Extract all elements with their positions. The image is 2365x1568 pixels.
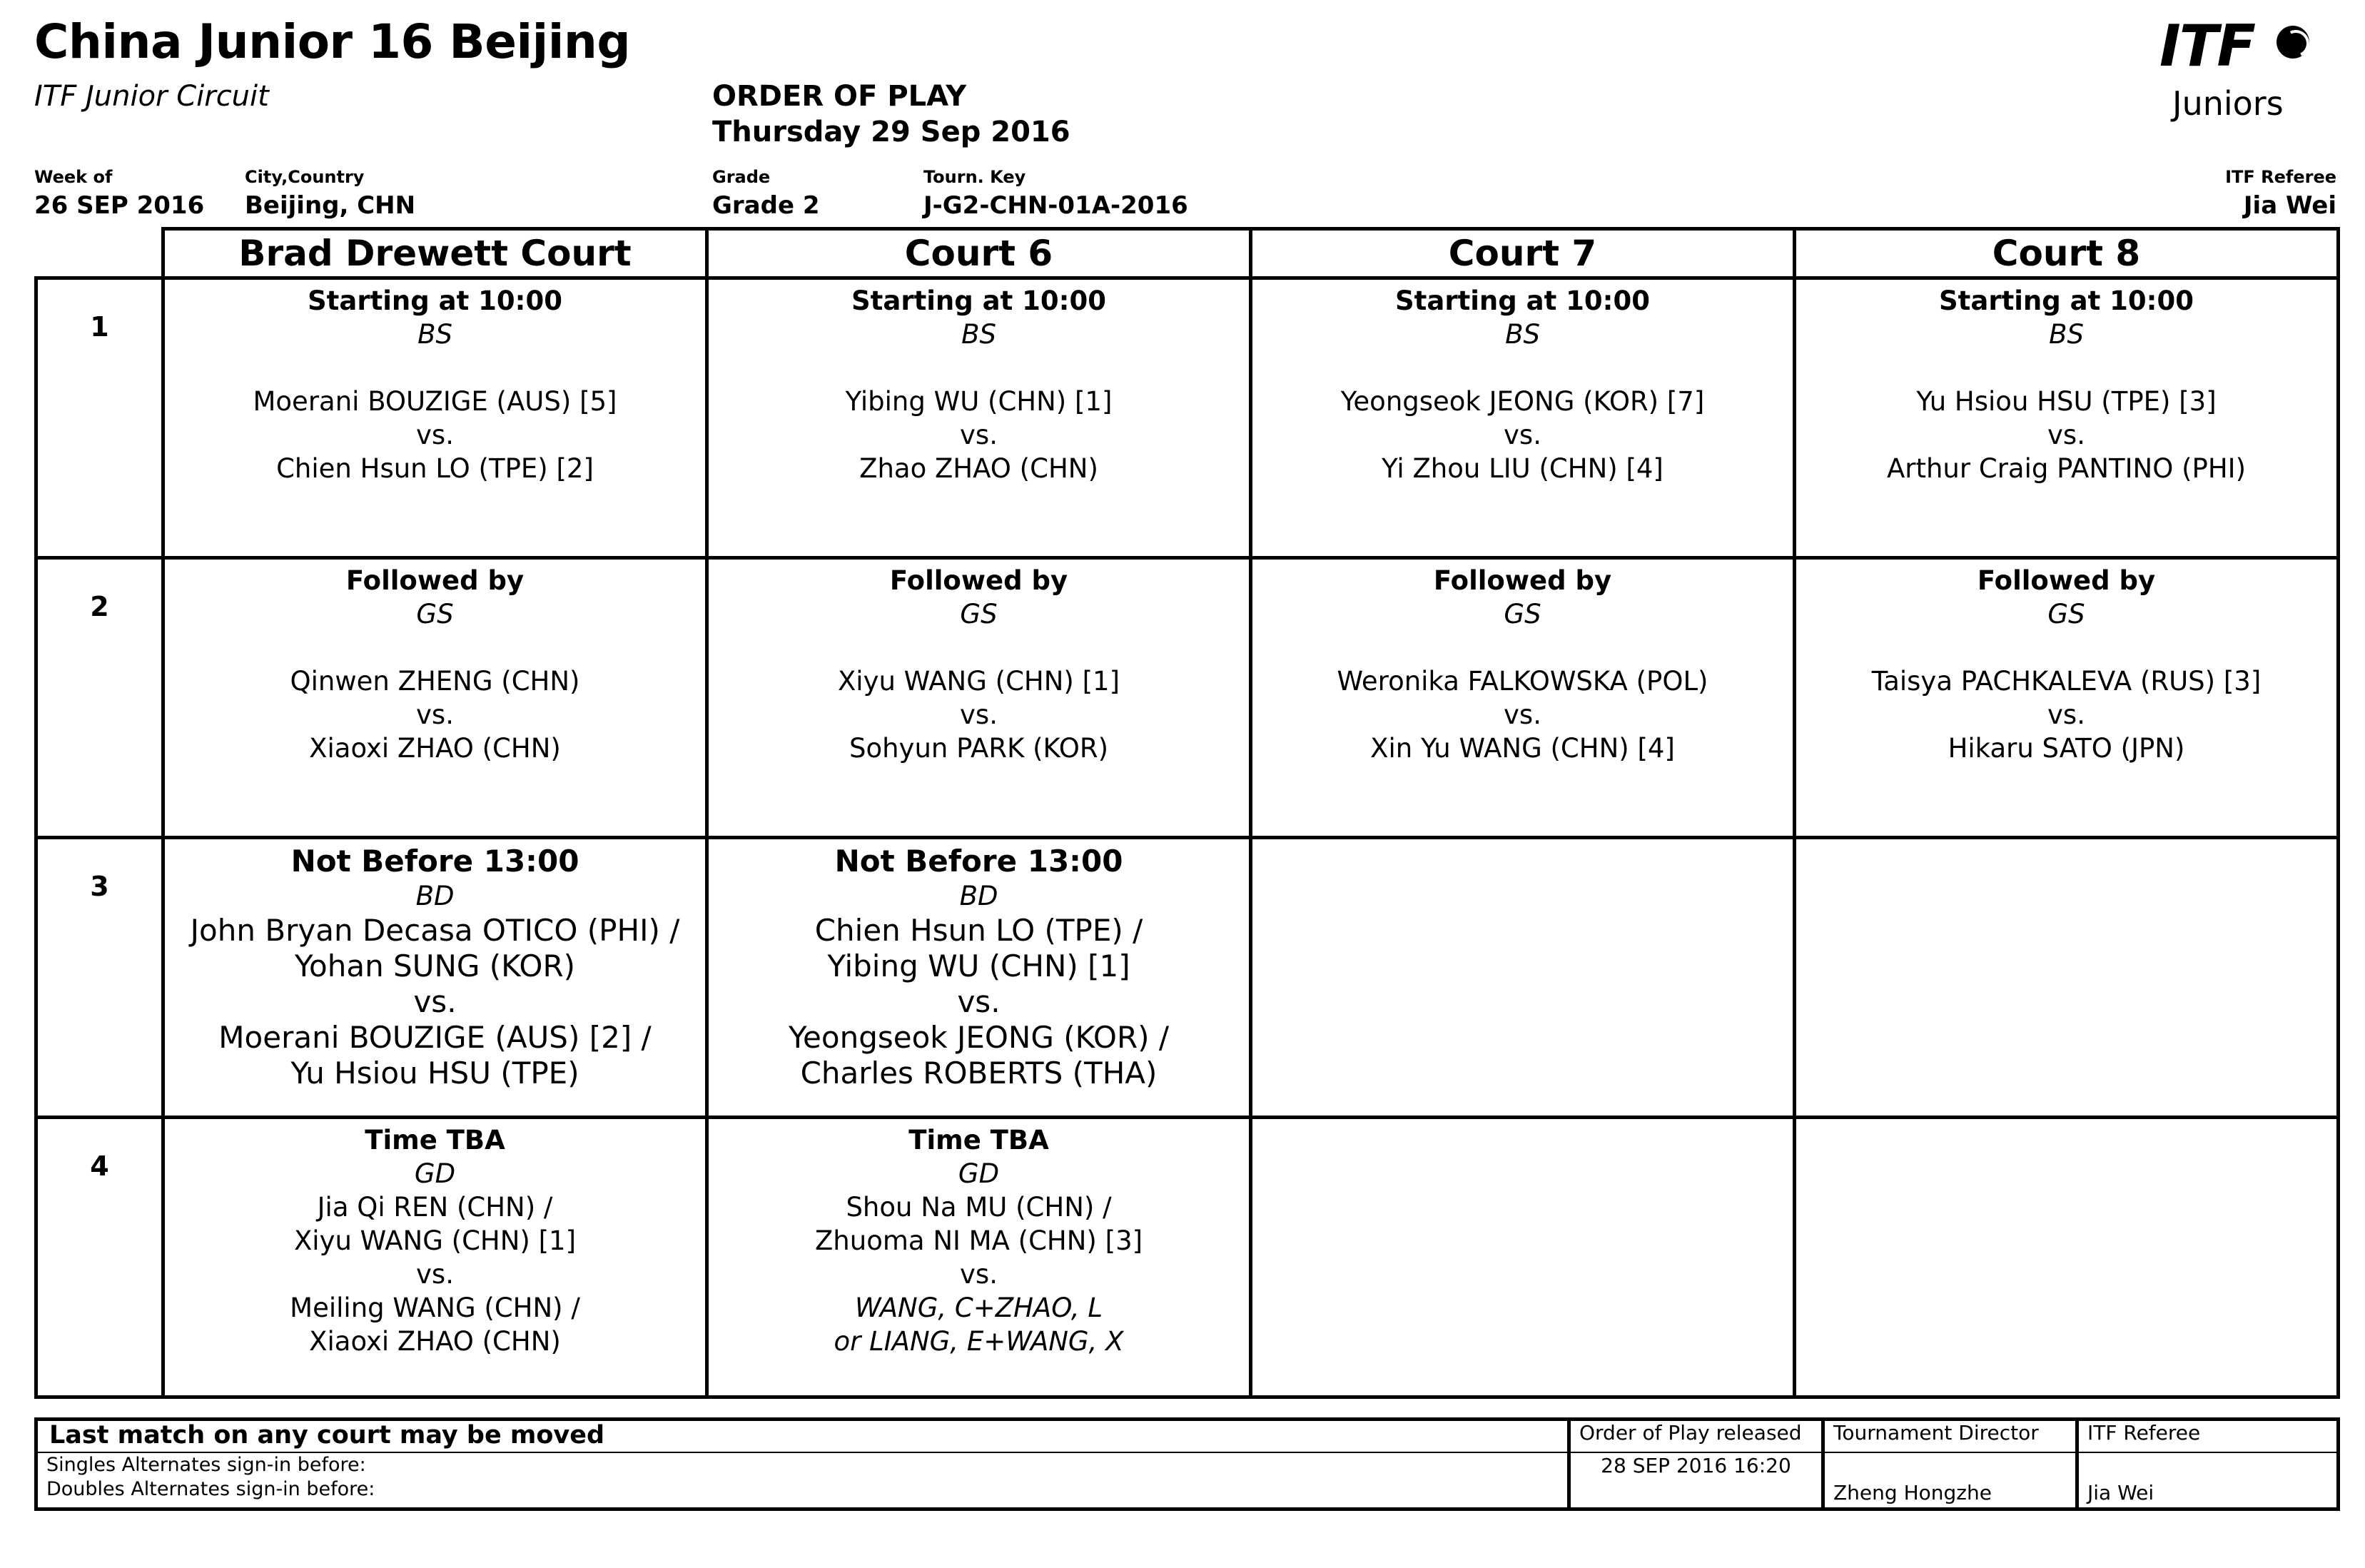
spacer-line: [1796, 351, 2336, 385]
match-cell: [163, 278, 707, 558]
court-header: Court 6: [707, 229, 1251, 278]
versus-label: vs.: [1504, 699, 1541, 730]
start-time-label: Starting at 10:00: [1395, 285, 1650, 316]
player-line: Yibing WU (CHN) [1]: [845, 386, 1113, 417]
meta-value-week: 26 SEP 2016: [34, 191, 205, 220]
match-cell: [163, 1118, 707, 1397]
versus-label: vs.: [2047, 420, 2085, 450]
meta-value-tourn-key: J-G2-CHN-01A-2016: [923, 191, 1188, 220]
start-time-label: Starting at 10:00: [1939, 285, 2194, 316]
versus-label: vs.: [416, 420, 454, 450]
versus-label: vs.: [2047, 699, 2085, 730]
match-cell: [163, 838, 707, 1118]
player-line: Moerani BOUZIGE (AUS) [5]: [253, 386, 617, 417]
court-header: Brad Drewett Court: [163, 229, 707, 278]
start-time-label: Not Before 13:00: [834, 844, 1123, 879]
match-cell: [1795, 558, 2339, 838]
player-line: Yeongseok JEONG (KOR) /: [788, 1020, 1170, 1055]
player-line: Yu Hsiou HSU (TPE) [3]: [1916, 386, 2217, 417]
player-line: Chien Hsun LO (TPE) /: [814, 913, 1143, 948]
player-line: Arthur Craig PANTINO (PHI): [1886, 453, 2247, 484]
start-time-label: Starting at 10:00: [851, 285, 1106, 316]
released-label: Order of Play released: [1569, 1420, 1823, 1452]
match-cell: [163, 558, 707, 838]
meta-label-grade: Grade: [712, 167, 771, 187]
player-line: Yu Hsiou HSU (TPE): [290, 1056, 579, 1091]
player-line: Weronika FALKOWSKA (POL): [1337, 666, 1708, 697]
court-header: Court 8: [1795, 229, 2339, 278]
player-line: Chien Hsun LO (TPE) [2]: [276, 453, 594, 484]
versus-label: vs.: [960, 420, 998, 450]
player-line: Sohyun PARK (KOR): [849, 733, 1109, 764]
player-line: John Bryan Decasa OTICO (PHI) /: [190, 913, 680, 948]
row-number: 1: [36, 278, 163, 558]
match-cell: [707, 558, 1251, 838]
meta-value-grade: Grade 2: [712, 191, 820, 220]
event-code: BS: [2049, 319, 2084, 350]
versus-label: vs.: [416, 699, 454, 730]
player-line: Taisya PACHKALEVA (RUS) [3]: [1871, 666, 2262, 697]
event-code: GS: [416, 599, 454, 629]
start-time-label: Not Before 13:00: [290, 844, 579, 879]
player-line: Xin Yu WANG (CHN) [4]: [1370, 733, 1675, 764]
meta-label-referee: ITF Referee: [2225, 167, 2336, 187]
td-value: Zheng Hongzhe: [1823, 1452, 2077, 1509]
spacer-line: [1796, 631, 2336, 664]
event-code: GS: [960, 599, 998, 629]
match-cell: [707, 838, 1251, 1118]
match-cell: [1251, 558, 1795, 838]
tennis-ball-icon: [2277, 26, 2309, 59]
event-code: BS: [961, 319, 996, 350]
spacer-line: [709, 351, 1249, 385]
versus-label: vs.: [960, 699, 998, 730]
court-header: Court 7: [1251, 229, 1795, 278]
event-code: BS: [1505, 319, 1540, 350]
court-header-row: [36, 229, 2339, 278]
ref-label: ITF Referee: [2077, 1420, 2339, 1452]
player-line: Zhuoma NI MA (CHN) [3]: [814, 1225, 1143, 1256]
td-label: Tournament Director: [1823, 1420, 2077, 1452]
corner-cell: [36, 229, 163, 278]
schedule-row: [36, 838, 2339, 1118]
spacer-line: [709, 631, 1249, 664]
player-line: Moerani BOUZIGE (AUS) [2] /: [218, 1020, 652, 1055]
row-number: 4: [36, 1118, 163, 1397]
start-time-label: Followed by: [1433, 565, 1612, 596]
event-code: GD: [958, 1158, 1000, 1189]
last-match-note: Last match on any court may be moved: [36, 1420, 1569, 1452]
event-code: GS: [2047, 599, 2085, 629]
match-cell: [707, 278, 1251, 558]
schedule-grid: [34, 227, 2340, 1399]
player-line: Xiyu WANG (CHN) [1]: [293, 1225, 577, 1256]
spacer-line: [1252, 631, 1793, 664]
player-line: Xiaoxi ZHAO (CHN): [309, 1326, 561, 1357]
player-line: Jia Qi REN (CHN) /: [317, 1192, 553, 1223]
event-code: GS: [1504, 599, 1541, 629]
empty-match-cell: [1795, 838, 2339, 1118]
player-line: Zhao ZHAO (CHN): [859, 453, 1098, 484]
spacer-line: [165, 351, 705, 385]
player-line: Yohan SUNG (KOR): [294, 949, 576, 983]
schedule-row: [36, 558, 2339, 838]
itf-juniors-logo: [2159, 13, 2309, 127]
empty-match-cell: [1251, 838, 1795, 1118]
player-line: Hikaru SATO (JPN): [1948, 733, 2185, 764]
versus-label: vs.: [957, 984, 1001, 1019]
player-line: Shou Na MU (CHN) /: [846, 1192, 1112, 1223]
player-line: Charles ROBERTS (THA): [800, 1056, 1158, 1091]
event-code: BD: [415, 881, 455, 911]
player-line: Yi Zhou LIU (CHN) [4]: [1382, 453, 1663, 484]
singles-alternates: Singles Alternates sign-in before:: [46, 1453, 366, 1476]
logo-sub: Juniors: [2172, 84, 2284, 123]
released-value: 28 SEP 2016 16:20: [1569, 1452, 1823, 1509]
alternates-cell: [36, 1452, 1569, 1509]
schedule-row: [36, 278, 2339, 558]
event-code: BS: [417, 319, 452, 350]
start-time-label: Followed by: [1977, 565, 2156, 596]
spacer-line: [165, 631, 705, 664]
meta-label-tourn-key: Tourn. Key: [923, 167, 1026, 187]
order-of-play-heading: ORDER OF PLAY: [712, 80, 967, 113]
event-code: GD: [414, 1158, 456, 1189]
start-time-label: Starting at 10:00: [308, 285, 562, 316]
tournament-title: China Junior 16 Beijing: [34, 14, 631, 69]
player-line: Yeongseok JEONG (KOR) [7]: [1340, 386, 1705, 417]
player-line: Xiaoxi ZHAO (CHN): [309, 733, 561, 764]
player-line: or LIANG, E+WANG, X: [834, 1326, 1124, 1357]
schedule-row: [36, 1118, 2339, 1397]
logo-text: ITF: [2159, 13, 2254, 79]
empty-match-cell: [1251, 1118, 1795, 1397]
spacer-line: [1252, 351, 1793, 385]
ref-value: Jia Wei: [2077, 1452, 2339, 1509]
player-line: Qinwen ZHENG (CHN): [290, 666, 580, 697]
play-date: Thursday 29 Sep 2016: [712, 116, 1070, 148]
versus-label: vs.: [416, 1259, 454, 1290]
versus-label: vs.: [1504, 420, 1541, 450]
match-cell: [707, 1118, 1251, 1397]
tournament-subtitle: ITF Junior Circuit: [34, 80, 269, 113]
start-time-label: Time TBA: [365, 1125, 505, 1155]
empty-match-cell: [1795, 1118, 2339, 1397]
footer-table: [34, 1417, 2340, 1511]
meta-label-city: City,Country: [245, 167, 365, 187]
player-line: Meiling WANG (CHN) /: [290, 1293, 580, 1323]
match-cell: [1251, 278, 1795, 558]
player-line: Xiyu WANG (CHN) [1]: [837, 666, 1120, 697]
start-time-label: Followed by: [889, 565, 1068, 596]
row-number: 3: [36, 838, 163, 1118]
player-line: Yibing WU (CHN) [1]: [827, 949, 1130, 983]
player-line: WANG, C+ZHAO, L: [854, 1293, 1103, 1323]
meta-value-referee: Jia Wei: [2243, 191, 2336, 220]
doubles-alternates: Doubles Alternates sign-in before:: [46, 1477, 375, 1500]
row-number: 2: [36, 558, 163, 838]
match-cell: [1795, 278, 2339, 558]
start-time-label: Time TBA: [908, 1125, 1049, 1155]
event-code: BD: [959, 881, 998, 911]
start-time-label: Followed by: [345, 565, 525, 596]
meta-label-week: Week of: [34, 167, 113, 187]
versus-label: vs.: [413, 984, 457, 1019]
meta-value-city: Beijing, CHN: [245, 191, 416, 220]
versus-label: vs.: [960, 1259, 998, 1290]
